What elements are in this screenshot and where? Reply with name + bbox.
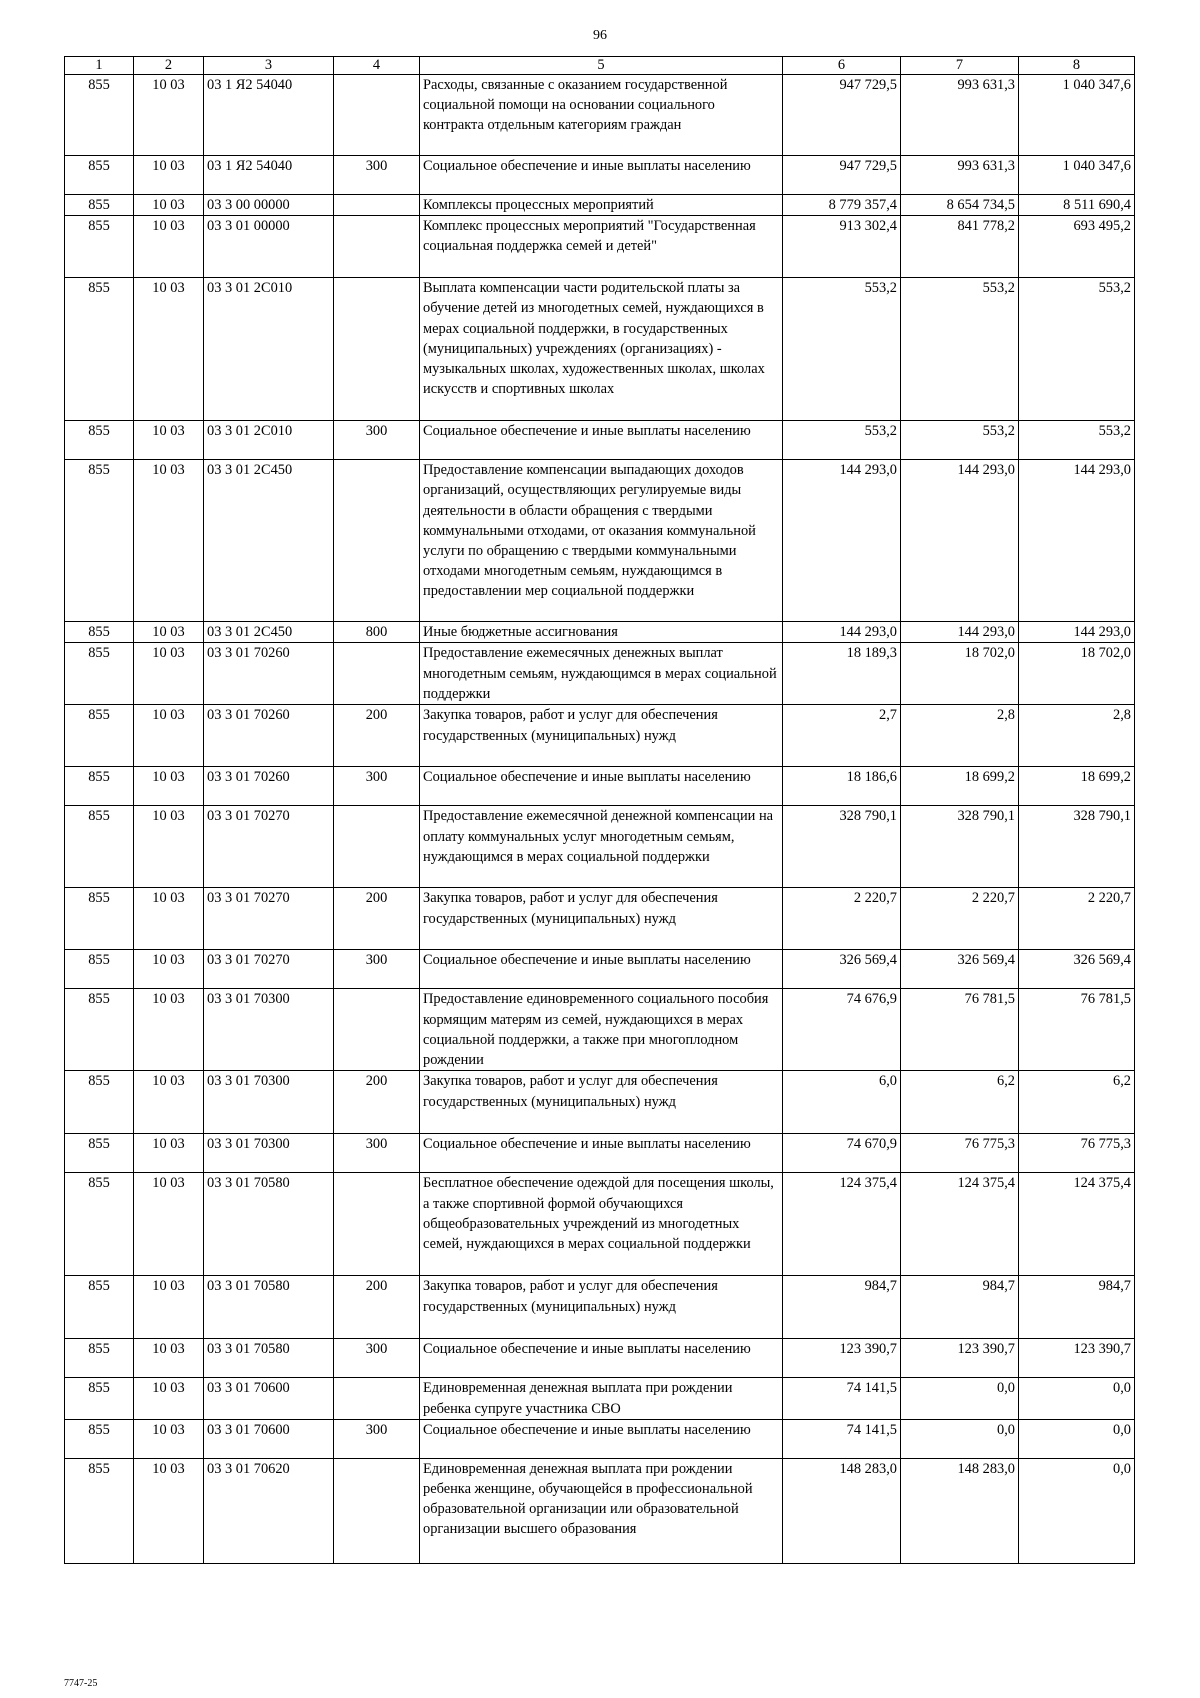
column-header: 5 bbox=[420, 57, 783, 75]
amount-col7-cell: 6,2 bbox=[901, 1071, 1019, 1134]
ministry-code-cell: 855 bbox=[65, 1173, 134, 1276]
amount-col6-cell: 328 790,1 bbox=[783, 806, 901, 888]
amount-col6-cell: 947 729,5 bbox=[783, 75, 901, 156]
description-cell: Предоставление компенсации выпадающих доходов организаций, осуществляющих регулируемые виды деятельности в области обращения с твердыми коммунальными отходами, от оказания коммунальной услуги по обращению с твердыми коммунальными отходами многодетным семьям, нуждающимся в предоставлении мер социальной поддержки bbox=[420, 460, 783, 622]
description-cell: Закупка товаров, работ и услуг для обеспечения государственных (муниципальных) нужд bbox=[420, 888, 783, 950]
ministry-code-cell: 855 bbox=[65, 622, 134, 643]
table-row bbox=[65, 989, 1135, 1071]
ministry-code-cell: 855 bbox=[65, 1071, 134, 1134]
amount-col6-cell: 553,2 bbox=[783, 421, 901, 460]
description-cell: Социальное обеспечение и иные выплаты населению bbox=[420, 421, 783, 460]
ministry-code-cell: 855 bbox=[65, 1339, 134, 1378]
amount-col6-cell: 123 390,7 bbox=[783, 1339, 901, 1378]
ministry-code-cell: 855 bbox=[65, 888, 134, 950]
description-cell: Иные бюджетные ассигнования bbox=[420, 622, 783, 643]
amount-col6-cell: 2 220,7 bbox=[783, 888, 901, 950]
description-cell: Комплекс процессных мероприятий "Государственная социальная поддержка семей и детей" bbox=[420, 216, 783, 278]
amount-col7-cell: 2 220,7 bbox=[901, 888, 1019, 950]
amount-col6-cell: 74 141,5 bbox=[783, 1419, 901, 1458]
section-code-cell: 10 03 bbox=[134, 643, 204, 705]
description-cell: Расходы, связанные с оказанием государственной социальной помощи на основании социального контракта отдельным категориям граждан bbox=[420, 75, 783, 156]
amount-col7-cell: 984,7 bbox=[901, 1276, 1019, 1339]
amount-col6-cell: 6,0 bbox=[783, 1071, 901, 1134]
amount-col8-cell: 328 790,1 bbox=[1019, 806, 1135, 888]
amount-col6-cell: 144 293,0 bbox=[783, 460, 901, 622]
target-article-cell: 03 3 01 70580 bbox=[204, 1276, 334, 1339]
header-row bbox=[65, 57, 1135, 75]
target-article-cell: 03 3 01 70260 bbox=[204, 705, 334, 767]
amount-col8-cell: 984,7 bbox=[1019, 1276, 1135, 1339]
expense-type-cell: 300 bbox=[334, 767, 420, 806]
description-cell: Закупка товаров, работ и услуг для обеспечения государственных (муниципальных) нужд bbox=[420, 705, 783, 767]
expense-type-cell: 200 bbox=[334, 705, 420, 767]
target-article-cell: 03 3 00 00000 bbox=[204, 195, 334, 216]
amount-col8-cell: 0,0 bbox=[1019, 1378, 1135, 1419]
description-cell: Предоставление ежемесячной денежной компенсации на оплату коммунальных услуг многодетным семьям, нуждающимся в мерах социальной поддержки bbox=[420, 806, 783, 888]
column-header: 8 bbox=[1019, 57, 1135, 75]
table-row bbox=[65, 643, 1135, 705]
amount-col7-cell: 76 775,3 bbox=[901, 1134, 1019, 1173]
target-article-cell: 03 3 01 70270 bbox=[204, 806, 334, 888]
amount-col6-cell: 913 302,4 bbox=[783, 216, 901, 278]
document-code: 7747-25 bbox=[64, 1678, 98, 1689]
table-row bbox=[65, 888, 1135, 950]
expense-type-cell: 300 bbox=[334, 421, 420, 460]
target-article-cell: 03 3 01 70620 bbox=[204, 1458, 334, 1563]
target-article-cell: 03 3 01 70600 bbox=[204, 1419, 334, 1458]
target-article-cell: 03 3 01 00000 bbox=[204, 216, 334, 278]
description-cell: Комплексы процессных мероприятий bbox=[420, 195, 783, 216]
section-code-cell: 10 03 bbox=[134, 75, 204, 156]
expense-type-cell bbox=[334, 806, 420, 888]
expense-type-cell: 300 bbox=[334, 1134, 420, 1173]
ministry-code-cell: 855 bbox=[65, 806, 134, 888]
section-code-cell: 10 03 bbox=[134, 1173, 204, 1276]
description-cell: Социальное обеспечение и иные выплаты населению bbox=[420, 950, 783, 989]
ministry-code-cell: 855 bbox=[65, 278, 134, 421]
section-code-cell: 10 03 bbox=[134, 767, 204, 806]
description-cell: Выплата компенсации части родительской платы за обучение детей из многодетных семей, нуждающихся в мерах социальной поддержки, в государственных (муниципальных) учреждениях (организациях) - музыкальных школах, художественных школах, школах искусств и спортивных школах bbox=[420, 278, 783, 421]
amount-col6-cell: 8 779 357,4 bbox=[783, 195, 901, 216]
description-cell: Бесплатное обеспечение одеждой для посещения школы, а также спортивной формой обучающихся общеобразовательных учреждений из многодетных семей, нуждающихся в мерах социальной поддержки bbox=[420, 1173, 783, 1276]
ministry-code-cell: 855 bbox=[65, 1134, 134, 1173]
section-code-cell: 10 03 bbox=[134, 1419, 204, 1458]
target-article-cell: 03 3 01 70260 bbox=[204, 767, 334, 806]
amount-col8-cell: 2,8 bbox=[1019, 705, 1135, 767]
section-code-cell: 10 03 bbox=[134, 888, 204, 950]
amount-col6-cell: 2,7 bbox=[783, 705, 901, 767]
amount-col8-cell: 124 375,4 bbox=[1019, 1173, 1135, 1276]
section-code-cell: 10 03 bbox=[134, 705, 204, 767]
description-cell: Социальное обеспечение и иные выплаты населению bbox=[420, 1134, 783, 1173]
amount-col6-cell: 18 186,6 bbox=[783, 767, 901, 806]
amount-col8-cell: 553,2 bbox=[1019, 278, 1135, 421]
amount-col8-cell: 123 390,7 bbox=[1019, 1339, 1135, 1378]
section-code-cell: 10 03 bbox=[134, 216, 204, 278]
table-row bbox=[65, 156, 1135, 195]
ministry-code-cell: 855 bbox=[65, 216, 134, 278]
expense-type-cell bbox=[334, 1378, 420, 1419]
target-article-cell: 03 1 Я2 54040 bbox=[204, 75, 334, 156]
table-row bbox=[65, 421, 1135, 460]
expense-type-cell: 300 bbox=[334, 156, 420, 195]
target-article-cell: 03 3 01 70300 bbox=[204, 989, 334, 1071]
amount-col6-cell: 947 729,5 bbox=[783, 156, 901, 195]
target-article-cell: 03 3 01 70300 bbox=[204, 1134, 334, 1173]
amount-col7-cell: 553,2 bbox=[901, 278, 1019, 421]
amount-col7-cell: 841 778,2 bbox=[901, 216, 1019, 278]
target-article-cell: 03 3 01 70270 bbox=[204, 888, 334, 950]
amount-col8-cell: 553,2 bbox=[1019, 421, 1135, 460]
amount-col8-cell: 326 569,4 bbox=[1019, 950, 1135, 989]
table-row bbox=[65, 1276, 1135, 1339]
expense-type-cell bbox=[334, 216, 420, 278]
column-header: 7 bbox=[901, 57, 1019, 75]
description-cell: Закупка товаров, работ и услуг для обеспечения государственных (муниципальных) нужд bbox=[420, 1276, 783, 1339]
target-article-cell: 03 3 01 2С010 bbox=[204, 421, 334, 460]
table-row bbox=[65, 195, 1135, 216]
table-row bbox=[65, 622, 1135, 643]
column-header: 6 bbox=[783, 57, 901, 75]
amount-col6-cell: 984,7 bbox=[783, 1276, 901, 1339]
ministry-code-cell: 855 bbox=[65, 460, 134, 622]
section-code-cell: 10 03 bbox=[134, 1276, 204, 1339]
ministry-code-cell: 855 bbox=[65, 75, 134, 156]
description-cell: Социальное обеспечение и иные выплаты населению bbox=[420, 1419, 783, 1458]
amount-col8-cell: 144 293,0 bbox=[1019, 622, 1135, 643]
section-code-cell: 10 03 bbox=[134, 622, 204, 643]
ministry-code-cell: 855 bbox=[65, 156, 134, 195]
expense-type-cell: 300 bbox=[334, 1419, 420, 1458]
expense-type-cell bbox=[334, 989, 420, 1071]
section-code-cell: 10 03 bbox=[134, 1134, 204, 1173]
section-code-cell: 10 03 bbox=[134, 156, 204, 195]
table-row bbox=[65, 1378, 1135, 1419]
description-cell: Социальное обеспечение и иные выплаты населению bbox=[420, 1339, 783, 1378]
ministry-code-cell: 855 bbox=[65, 950, 134, 989]
amount-col7-cell: 18 699,2 bbox=[901, 767, 1019, 806]
amount-col8-cell: 8 511 690,4 bbox=[1019, 195, 1135, 216]
expense-type-cell bbox=[334, 1458, 420, 1563]
amount-col7-cell: 144 293,0 bbox=[901, 460, 1019, 622]
amount-col8-cell: 76 775,3 bbox=[1019, 1134, 1135, 1173]
description-cell: Единовременная денежная выплата при рождении ребенка супруге участника СВО bbox=[420, 1378, 783, 1419]
expense-type-cell bbox=[334, 460, 420, 622]
target-article-cell: 03 3 01 2С450 bbox=[204, 622, 334, 643]
section-code-cell: 10 03 bbox=[134, 1339, 204, 1378]
amount-col7-cell: 144 293,0 bbox=[901, 622, 1019, 643]
amount-col6-cell: 74 676,9 bbox=[783, 989, 901, 1071]
section-code-cell: 10 03 bbox=[134, 460, 204, 622]
amount-col7-cell: 124 375,4 bbox=[901, 1173, 1019, 1276]
amount-col6-cell: 144 293,0 bbox=[783, 622, 901, 643]
amount-col7-cell: 0,0 bbox=[901, 1419, 1019, 1458]
table-row bbox=[65, 278, 1135, 421]
column-header: 4 bbox=[334, 57, 420, 75]
expense-type-cell bbox=[334, 643, 420, 705]
section-code-cell: 10 03 bbox=[134, 806, 204, 888]
amount-col7-cell: 993 631,3 bbox=[901, 75, 1019, 156]
target-article-cell: 03 3 01 70580 bbox=[204, 1339, 334, 1378]
table-row bbox=[65, 767, 1135, 806]
amount-col7-cell: 0,0 bbox=[901, 1378, 1019, 1419]
amount-col7-cell: 553,2 bbox=[901, 421, 1019, 460]
amount-col8-cell: 0,0 bbox=[1019, 1458, 1135, 1563]
amount-col8-cell: 6,2 bbox=[1019, 1071, 1135, 1134]
expense-type-cell: 200 bbox=[334, 888, 420, 950]
amount-col6-cell: 148 283,0 bbox=[783, 1458, 901, 1563]
table-row bbox=[65, 460, 1135, 622]
table-row bbox=[65, 705, 1135, 767]
ministry-code-cell: 855 bbox=[65, 1378, 134, 1419]
ministry-code-cell: 855 bbox=[65, 643, 134, 705]
page-number: 96 bbox=[593, 28, 607, 43]
target-article-cell: 03 3 01 70260 bbox=[204, 643, 334, 705]
table-row bbox=[65, 1173, 1135, 1276]
amount-col8-cell: 2 220,7 bbox=[1019, 888, 1135, 950]
amount-col7-cell: 993 631,3 bbox=[901, 156, 1019, 195]
table-body bbox=[65, 75, 1135, 1564]
amount-col8-cell: 693 495,2 bbox=[1019, 216, 1135, 278]
target-article-cell: 03 3 01 2С450 bbox=[204, 460, 334, 622]
expense-type-cell: 200 bbox=[334, 1071, 420, 1134]
section-code-cell: 10 03 bbox=[134, 421, 204, 460]
section-code-cell: 10 03 bbox=[134, 1458, 204, 1563]
ministry-code-cell: 855 bbox=[65, 989, 134, 1071]
expense-type-cell: 200 bbox=[334, 1276, 420, 1339]
ministry-code-cell: 855 bbox=[65, 1419, 134, 1458]
amount-col7-cell: 8 654 734,5 bbox=[901, 195, 1019, 216]
section-code-cell: 10 03 bbox=[134, 278, 204, 421]
amount-col8-cell: 18 702,0 bbox=[1019, 643, 1135, 705]
amount-col8-cell: 0,0 bbox=[1019, 1419, 1135, 1458]
budget-table bbox=[64, 56, 1135, 1564]
amount-col6-cell: 18 189,3 bbox=[783, 643, 901, 705]
description-cell: Закупка товаров, работ и услуг для обеспечения государственных (муниципальных) нужд bbox=[420, 1071, 783, 1134]
expense-type-cell: 300 bbox=[334, 1339, 420, 1378]
amount-col8-cell: 18 699,2 bbox=[1019, 767, 1135, 806]
amount-col7-cell: 328 790,1 bbox=[901, 806, 1019, 888]
amount-col8-cell: 76 781,5 bbox=[1019, 989, 1135, 1071]
ministry-code-cell: 855 bbox=[65, 1276, 134, 1339]
amount-col8-cell: 144 293,0 bbox=[1019, 460, 1135, 622]
target-article-cell: 03 3 01 2С010 bbox=[204, 278, 334, 421]
amount-col7-cell: 148 283,0 bbox=[901, 1458, 1019, 1563]
column-header: 3 bbox=[204, 57, 334, 75]
description-cell: Единовременная денежная выплата при рождении ребенка женщине, обучающейся в профессиональной образовательной организации или образовательной организации высшего образования bbox=[420, 1458, 783, 1563]
amount-col6-cell: 553,2 bbox=[783, 278, 901, 421]
table-row bbox=[65, 1419, 1135, 1458]
amount-col8-cell: 1 040 347,6 bbox=[1019, 156, 1135, 195]
column-header: 1 bbox=[65, 57, 134, 75]
description-cell: Социальное обеспечение и иные выплаты населению bbox=[420, 767, 783, 806]
amount-col8-cell: 1 040 347,6 bbox=[1019, 75, 1135, 156]
target-article-cell: 03 3 01 70580 bbox=[204, 1173, 334, 1276]
expense-type-cell bbox=[334, 278, 420, 421]
ministry-code-cell: 855 bbox=[65, 767, 134, 806]
table-row bbox=[65, 1071, 1135, 1134]
section-code-cell: 10 03 bbox=[134, 1071, 204, 1134]
amount-col7-cell: 2,8 bbox=[901, 705, 1019, 767]
target-article-cell: 03 3 01 70600 bbox=[204, 1378, 334, 1419]
description-cell: Предоставление ежемесячных денежных выплат многодетным семьям, нуждающимся в мерах социальной поддержки bbox=[420, 643, 783, 705]
amount-col6-cell: 326 569,4 bbox=[783, 950, 901, 989]
target-article-cell: 03 3 01 70300 bbox=[204, 1071, 334, 1134]
amount-col6-cell: 74 141,5 bbox=[783, 1378, 901, 1419]
expense-type-cell: 800 bbox=[334, 622, 420, 643]
table-row bbox=[65, 75, 1135, 156]
amount-col7-cell: 18 702,0 bbox=[901, 643, 1019, 705]
ministry-code-cell: 855 bbox=[65, 1458, 134, 1563]
table-row bbox=[65, 216, 1135, 278]
table-row bbox=[65, 1339, 1135, 1378]
expense-type-cell: 300 bbox=[334, 950, 420, 989]
table-row bbox=[65, 1458, 1135, 1563]
section-code-cell: 10 03 bbox=[134, 989, 204, 1071]
table-row bbox=[65, 1134, 1135, 1173]
expense-type-cell bbox=[334, 195, 420, 216]
expense-type-cell bbox=[334, 75, 420, 156]
ministry-code-cell: 855 bbox=[65, 195, 134, 216]
amount-col7-cell: 76 781,5 bbox=[901, 989, 1019, 1071]
amount-col7-cell: 123 390,7 bbox=[901, 1339, 1019, 1378]
expense-type-cell bbox=[334, 1173, 420, 1276]
section-code-cell: 10 03 bbox=[134, 1378, 204, 1419]
description-cell: Предоставление единовременного социального пособия кормящим матерям из семей, нуждающихся в мерах социальной поддержки, а также при многоплодном рождении bbox=[420, 989, 783, 1071]
section-code-cell: 10 03 bbox=[134, 950, 204, 989]
ministry-code-cell: 855 bbox=[65, 421, 134, 460]
ministry-code-cell: 855 bbox=[65, 705, 134, 767]
amount-col6-cell: 124 375,4 bbox=[783, 1173, 901, 1276]
table-row bbox=[65, 950, 1135, 989]
amount-col7-cell: 326 569,4 bbox=[901, 950, 1019, 989]
table-row bbox=[65, 806, 1135, 888]
section-code-cell: 10 03 bbox=[134, 195, 204, 216]
target-article-cell: 03 1 Я2 54040 bbox=[204, 156, 334, 195]
amount-col6-cell: 74 670,9 bbox=[783, 1134, 901, 1173]
target-article-cell: 03 3 01 70270 bbox=[204, 950, 334, 989]
description-cell: Социальное обеспечение и иные выплаты населению bbox=[420, 156, 783, 195]
column-header: 2 bbox=[134, 57, 204, 75]
